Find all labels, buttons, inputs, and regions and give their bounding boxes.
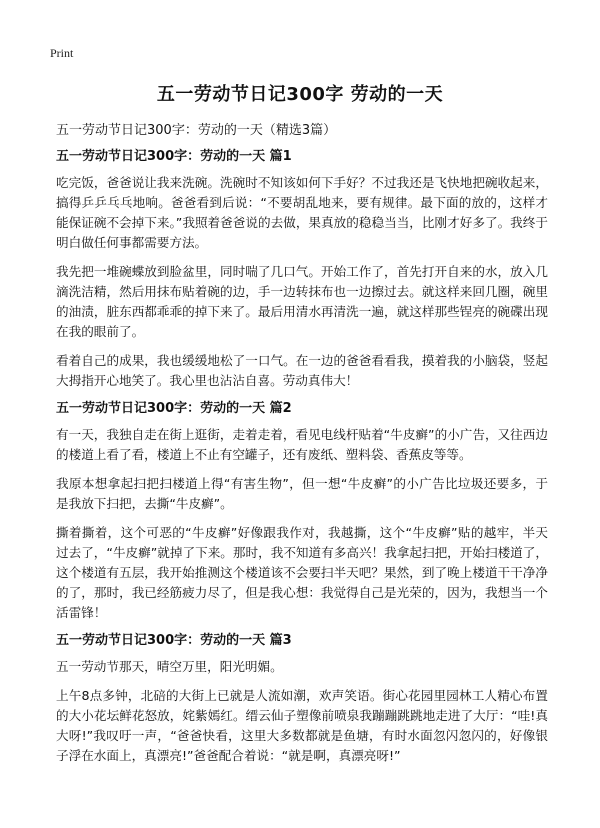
- paragraph: 上午8点多钟，北碚的大街上已就是人流如潮，欢声笑语。街心花园里园林工人精心布置的大小花坛鲜花怒放，姹紫嫣红。缙云仙子塑像前喷泉我蹦蹦跳跳地走进了大厅：“哇!真大呀!”我叹吁一声，“爸爸快看，这里大多数都就是鱼塘，有时水面忽闪忽闪的，好像银子浮在水面上，真漂亮!”爸爸配合着说：“就是啊，真漂亮呀!”: [56, 688, 548, 763]
- section-heading: 五一劳动节日记300字：劳动的一天 篇1: [56, 149, 292, 164]
- article-subtitle: 五一劳动节日记300字：劳动的一天（精选3篇）: [56, 123, 337, 138]
- paragraph: 五一劳动节那天，晴空万里，阳光明媚。: [56, 659, 283, 674]
- article-section-1: [56, 148, 548, 391]
- print-link[interactable]: Print: [50, 46, 74, 60]
- section-heading: 五一劳动节日记300字：劳动的一天 篇3: [56, 633, 292, 648]
- paragraph: 吃完饭，爸爸说让我来洗碗。洗碗时不知该如何下手好？不过我还是飞快地把碗收起来，搞得乒乒乓乓地响。爸爸看到后说：“不要胡乱地来，要有规律。最下面的放的，这样才能保证碗不会掉下来。”我照着爸爸说的去做，果真放的稳稳当当，比刚才好多了。我终于明白做任何事都需要方法。: [56, 175, 548, 250]
- section-heading: 五一劳动节日记300字：劳动的一天 篇2: [56, 401, 292, 416]
- paragraph: 我先把一堆碗蝶放到脸盆里，同时喘了几口气。开始工作了，首先打开自来的水，放入几滴洗洁精，然后用抹布贴着碗的边，手一边转抹布也一边擦过去。就这样来回几圈，碗里的油渍，脏东西都乖乖的掉下来了。最后用清水再清洗一遍，就这样那些锃亮的碗碟出现在我的眼前了。: [56, 264, 548, 339]
- article-section-2: [56, 400, 548, 623]
- paragraph: 我原本想拿起扫把扫楼道上得“有害生物”，但一想“牛皮癣”的小广告比垃圾还要多，于是我放下扫把，去撕“牛皮癣”。: [56, 476, 548, 511]
- page-title: 五一劳动节日记300字 劳动的一天: [156, 84, 444, 105]
- article-section-3: [56, 632, 548, 766]
- paragraph: 看着自己的成果，我也缓缓地松了一口气。在一边的爸爸看看我，摸着我的小脑袋，竖起大拇指开心地笑了。我心里也沾沾自喜。劳动真伟大！: [56, 353, 548, 388]
- paragraph: 有一天，我独自走在街上逛街，走着走着，看见电线杆贴着“牛皮癣”的小广告，又往西边的楼道上看了看，楼道上不止有空罐子，还有废纸、塑料袋、香蕉皮等等。: [56, 427, 548, 462]
- article-body: [56, 122, 548, 775]
- paragraph: 撕着撕着，这个可恶的“牛皮癣”好像跟我作对，我越撕，这个“牛皮癣”贴的越牢，半天过去了，“牛皮癣”就掉了下来。那时，我不知道有多高兴！我拿起扫把，开始扫楼道了，这个楼道有五层，我开始推测这个楼道该不会要扫半天吧？果然，到了晚上楼道干干净净的了，那时，我已经筋疲力尽了，但是我心想：我觉得自己是光荣的，因为，我想当一个活雷锋！: [56, 525, 548, 620]
